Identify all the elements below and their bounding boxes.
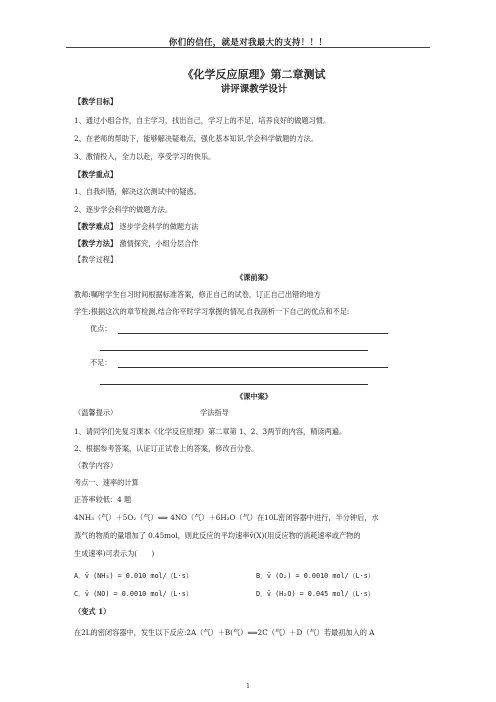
- page-header-slogan: 你们的信任，就是对我最大的支持！！！: [168, 38, 328, 48]
- weakness-answer-line: [100, 384, 368, 385]
- pre-class-heading: 《课前案》: [236, 273, 272, 282]
- method-text: 激情探究，小组分层合作: [117, 239, 199, 248]
- option-d: D．v̄ (H₂O) = 0.045 mol/（L·s）: [256, 590, 375, 598]
- method-line: [74, 239, 199, 249]
- question-line: 蒸气的物质的量增加了 0.45mol，则此反应的平均速率v̄(X)(用反应物的消耗速率或产物的: [74, 531, 361, 540]
- focus-item: 1、自我纠错，解决这次测试中的疑惑。: [74, 187, 201, 196]
- teacher-instruction: 教师:嘱咐学生自习时间根据标准答案，修正自己的试卷，订正自己出错的地方: [74, 290, 321, 299]
- focus-item: 2、逐步学会科学的做题方法。: [74, 205, 173, 214]
- focus-heading: 【教学重点】: [74, 170, 118, 179]
- content-label: （教学内容）: [74, 461, 118, 470]
- goal-item: 3、激情投入，全力以赴，享受学习的快乐。: [74, 152, 216, 161]
- option-a: A．v̄ (NH₃) = 0.010 mol/（L·s）: [74, 572, 193, 580]
- process-heading: 【教学过程】: [74, 255, 118, 264]
- option-b: B．v̄ (O₂) = 0.0010 mol/（L·s）: [256, 572, 375, 580]
- correct-rate: 正答率较低：4 题: [74, 495, 132, 504]
- goal-item: 2、在老师的帮助下，能够解决疑难点，强化基本知识,学会科学做题的方法。: [74, 134, 319, 143]
- question-line: 生成速率)可表示为( ): [74, 549, 155, 558]
- study-guide-label: 学法指导: [200, 408, 229, 417]
- difficulty-heading: 【教学难点】: [74, 222, 118, 231]
- goal-item: 1、通过小组合作，自主学习，找出自己，学习上的不足，培养良好的做题习惯。: [74, 116, 331, 125]
- class-step: 2、根据参考答案，认证订正试卷上的答案，修改百分卷。: [74, 444, 259, 453]
- question-line: 4NH₃（气）＋5O₂（气）⟺ 4NO（气）＋6H₂O（气）在10L密闭容器中进行，半分钟后，水: [74, 513, 379, 522]
- exam-point: 考点一、速率的计算: [74, 478, 139, 487]
- page-number: 1: [246, 683, 250, 690]
- variant-heading: （变式 1）: [74, 607, 111, 616]
- option-c: C．v̄ (NO) = 0.0010 mol/（L·s）: [74, 590, 193, 598]
- variant-text: 在2L的密闭容器中，发生以下反应:2A（气）＋B(气）⟺2C（气）＋D（气）若最初加入的 A: [74, 628, 375, 637]
- strength-answer-line: [118, 333, 388, 334]
- document-title: 《化学反应原理》第二章测试: [182, 68, 326, 81]
- document-subtitle: 讲评课教学设计: [220, 84, 288, 95]
- weakness-label: 不足：: [90, 358, 112, 367]
- weakness-answer-line: [118, 367, 388, 368]
- difficulty-line: [74, 222, 199, 232]
- in-class-heading: 《课中案》: [236, 392, 272, 401]
- hint-label: （温馨提示）: [74, 408, 118, 417]
- difficulty-text: 逐步学会科学的做题方法: [117, 222, 199, 231]
- strength-label: 优点：: [90, 324, 112, 333]
- strength-answer-line: [100, 350, 368, 351]
- method-heading: 【教学方法】: [74, 239, 118, 248]
- goals-heading: 【教学目标】: [74, 97, 118, 106]
- header-divider: [66, 47, 430, 48]
- student-instruction: 学生:根据这次的章节检测,结合你平时学习掌握的情况,自我剖析一下自己的优点和不足:: [74, 307, 350, 316]
- class-step: 1、请同学们先复习课本《化学反应原理》第二章第 1、2、3两节的内容，精读两遍。: [74, 427, 347, 436]
